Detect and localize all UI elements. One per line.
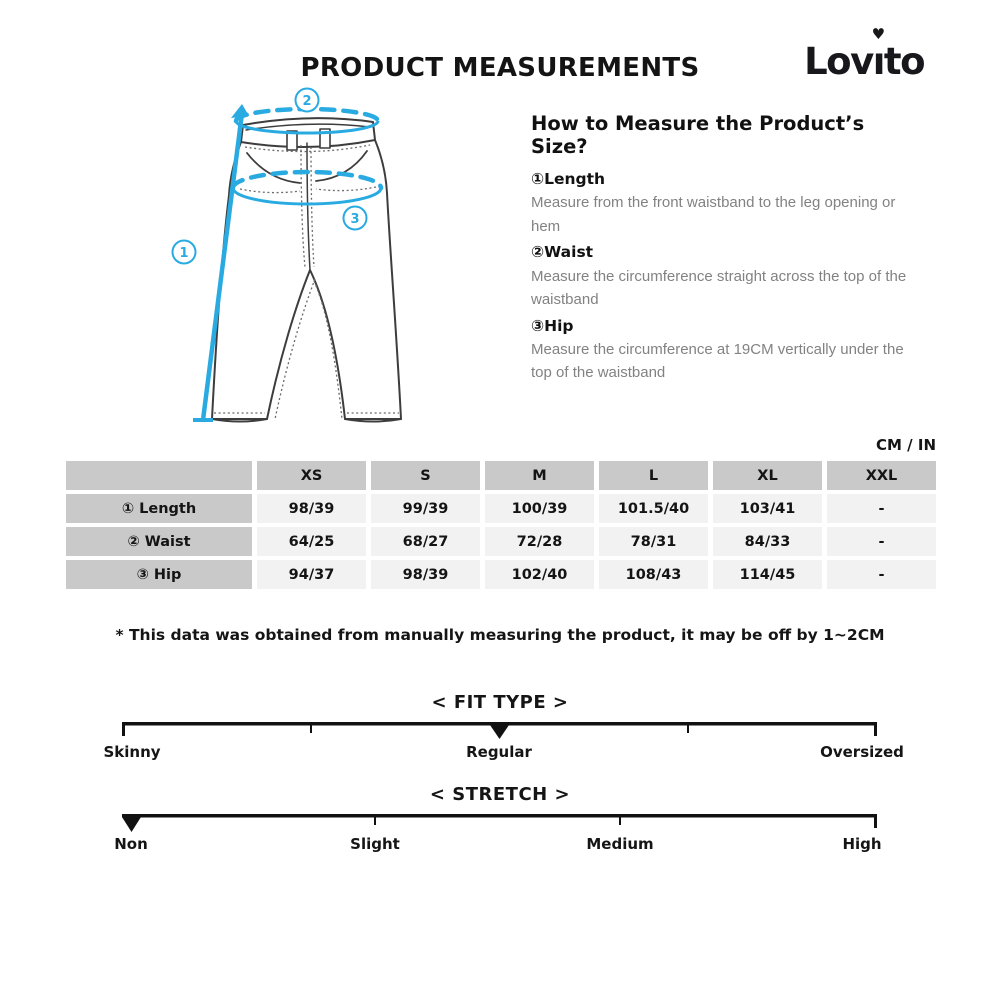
measure-item-title [531, 168, 923, 190]
stretch-labels [114, 835, 882, 857]
circled-2-icon: ② [531, 243, 545, 262]
table-cell: 114/45 [713, 560, 822, 589]
table-cell: - [827, 527, 936, 556]
row-label-text: Length [139, 500, 197, 517]
table-header-l: L [599, 461, 708, 490]
table-header-s: S [371, 461, 480, 490]
circled-1-icon: ① [121, 500, 135, 517]
marker-triangle-icon [490, 725, 509, 739]
fit-label-skinny: Skinny [103, 743, 161, 761]
measure-item-waist [531, 241, 923, 311]
fit-label-regular: Regular [466, 743, 532, 761]
how-to-measure-section [531, 112, 923, 388]
table-cell: 100/39 [485, 494, 594, 523]
table-cell: 78/31 [599, 527, 708, 556]
measure-item-hip [531, 315, 923, 385]
table-cell: 68/27 [371, 527, 480, 556]
svg-text:3: 3 [350, 212, 360, 227]
table-cell: 94/37 [257, 560, 366, 589]
fit-type-scale [122, 720, 877, 744]
fit-type-labels [103, 743, 904, 765]
measure-item-desc: Measure from the front waistband to the leg opening or hem [531, 194, 896, 235]
stretch-label-non: Non [114, 835, 148, 853]
fit-type-title: < FIT TYPE > [431, 692, 569, 713]
table-cell: 72/28 [485, 527, 594, 556]
disclaimer-text: * This data was obtained from manually measuring the product, it may be off by 1~2CM [115, 626, 885, 644]
table-cell: 108/43 [599, 560, 708, 589]
pants-diagram [150, 85, 480, 435]
brand-logo [804, 25, 924, 83]
measure-item-title [531, 315, 923, 337]
table-cell: 102/40 [485, 560, 594, 589]
pants-outline [212, 118, 401, 421]
table-cell: 98/39 [257, 494, 366, 523]
length-measure-line [203, 113, 242, 420]
fit-label-oversized: Oversized [820, 743, 904, 761]
table-cell: - [827, 560, 936, 589]
table-cell: 64/25 [257, 527, 366, 556]
table-header-m: M [485, 461, 594, 490]
measure-item-desc: Measure the circumference straight across the top of the waistband [531, 267, 907, 309]
heart-icon: ♥ [871, 25, 886, 43]
table-header-xxl: XXL [827, 461, 936, 490]
row-label-length [66, 494, 252, 523]
measure-item-title [531, 241, 923, 263]
measure-item-label: Hip [544, 316, 574, 335]
row-label-hip [66, 560, 252, 589]
table-cell: 103/41 [713, 494, 822, 523]
brand-logo-i-stem: ı [872, 40, 884, 83]
measure-item-desc: Measure the circumference at 19CM vertically under the top of the waistband [531, 340, 904, 382]
callout-2 [296, 89, 319, 112]
row-label-text: Waist [144, 533, 191, 550]
table-cell: 84/33 [713, 527, 822, 556]
arrow-up-icon [231, 104, 249, 118]
stretch-scale [122, 812, 877, 836]
stretch-label-high: High [842, 835, 882, 853]
table-cell: 98/39 [371, 560, 480, 589]
row-label-text: Hip [153, 566, 182, 583]
measure-item-length [531, 168, 923, 238]
svg-text:2: 2 [302, 94, 312, 109]
circled-2-icon: ② [127, 533, 140, 550]
brand-logo-post: to [883, 40, 924, 83]
callout-1 [173, 241, 196, 264]
measure-item-label: Length [544, 170, 606, 188]
stretch-label-medium: Medium [586, 835, 654, 853]
circled-3-icon: ③ [136, 566, 149, 583]
table-header-xs: XS [257, 461, 366, 490]
unit-label: CM / IN [876, 436, 936, 454]
brand-logo-i [871, 25, 886, 83]
table-cell: 99/39 [371, 494, 480, 523]
measure-item-label: Waist [544, 243, 594, 262]
table-cell: - [827, 494, 936, 523]
stretch-title: < STRETCH > [429, 784, 571, 805]
page-title: PRODUCT MEASUREMENTS [300, 53, 700, 83]
table-header-cell [66, 461, 252, 490]
how-to-measure-heading: How to Measure the Product’s Size? [531, 112, 865, 158]
stretch-label-slight: Slight [350, 835, 400, 853]
marker-triangle-icon [122, 817, 141, 832]
row-label-waist [66, 527, 252, 556]
table-header-xl: XL [713, 461, 822, 490]
table-cell: 101.5/40 [599, 494, 708, 523]
circled-3-icon: ③ [531, 316, 545, 335]
callout-3 [344, 207, 367, 230]
svg-text:1: 1 [179, 246, 189, 261]
size-table [66, 461, 936, 589]
pants-stitching [214, 145, 399, 419]
brand-logo-pre: Lov [804, 40, 873, 83]
circled-1-icon: ① [531, 170, 545, 188]
